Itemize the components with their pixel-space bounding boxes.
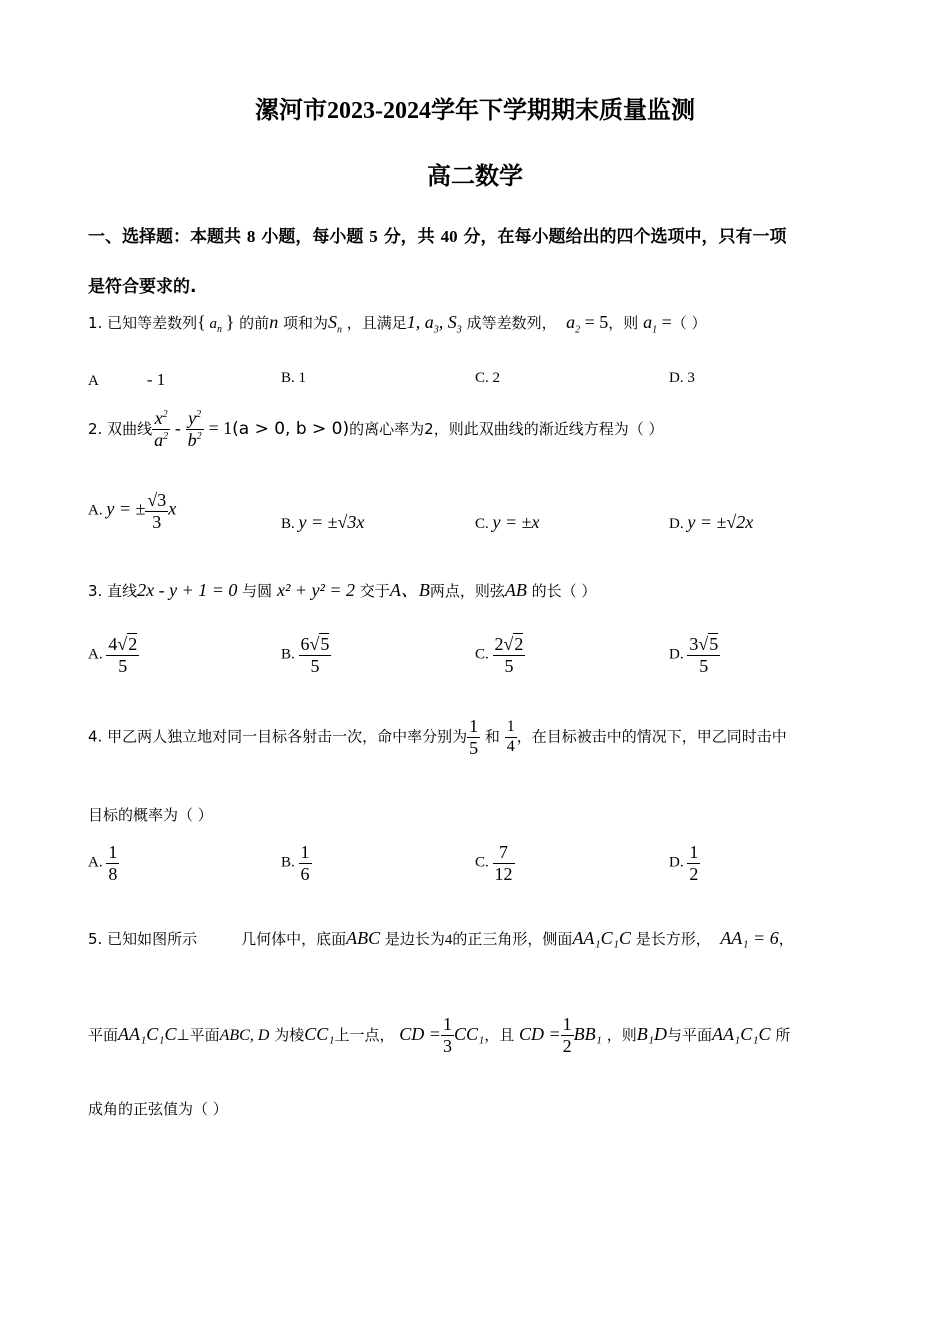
page-subtitle: 高二数学 (427, 162, 523, 190)
answer-paren: （ ） (671, 314, 707, 332)
question-text: ⊥平面 (176, 1026, 220, 1044)
title-years: 2023-2024 (327, 98, 431, 124)
question-text: ，在目标被击中的情况下，甲乙同时击中 (516, 727, 787, 746)
question-text: ，则此双曲线的渐近线方程为（ ） (433, 420, 664, 438)
math-b1d: B₁D (636, 1024, 667, 1044)
q4-option-b: B. $\frac{1}{6}$ (281, 842, 310, 884)
q2-option-d: D. y = ±√2x (669, 512, 754, 532)
question-text: ，则 (606, 1026, 637, 1044)
question-5-line2 (88, 1012, 790, 1058)
question-number: 5. (88, 930, 103, 948)
q3-option-b: B. $\frac{6√5}{5}$ (281, 634, 330, 676)
math-cond: 1, $a_3$, $S_3$ (406, 312, 462, 336)
question-text: 所 (775, 1026, 791, 1044)
title-suffix: 学年下学期期末质量监测 (431, 96, 695, 124)
question-text: ， (778, 930, 794, 948)
title-prefix: 漯河市 (255, 96, 327, 124)
question-number: 1. (88, 314, 103, 332)
question-text: ，且 (484, 1026, 515, 1044)
section-text: 小题，每小题 (261, 227, 364, 247)
math-sn: $S_n$ (327, 312, 342, 336)
section-total: 40 (440, 227, 458, 246)
q4-option-a: A. $\frac{1}{8}$ (88, 842, 118, 884)
frac-one-third: $\frac{1}{3}$ (442, 1014, 452, 1056)
math-cd: CD = (399, 1024, 441, 1044)
question-text: 的长（ ） (531, 582, 597, 600)
question-5-line3: 成角的正弦值为（ ） (88, 1100, 228, 1118)
q4-option-d: D. $\frac{1}{2}$ (669, 842, 699, 884)
q1-option-a: A - 1 (88, 370, 166, 389)
math-n: n (269, 312, 279, 332)
question-text: 交于 (359, 582, 390, 600)
frac-p1: $\frac{1}{5}$ (469, 716, 479, 758)
math-a2: $a_2 = 5$ (566, 312, 609, 336)
math-face: AA₁C₁C (118, 1024, 177, 1044)
question-text: 两点，则弦 (429, 582, 505, 600)
section-text: 一、选择题：本题共 (88, 227, 241, 247)
question-number: 4. (88, 727, 103, 746)
question-text: 与平面 (666, 1026, 712, 1044)
math-circle: x² + y² = 2 (276, 580, 356, 600)
question-text: 已知如图所示 (107, 930, 198, 948)
q3-option-a: A. $\frac{4√2}{5}$ (88, 634, 138, 676)
q3-option-c: C. $\frac{2√2}{5}$ (475, 634, 524, 676)
question-number: 2. (88, 420, 103, 438)
math-a1: $a_1$ = (643, 312, 672, 336)
math-line: 2x - y + 1 = 0 (137, 580, 238, 600)
question-text: 与圆 (242, 582, 273, 600)
q1-option-b: B. 1 (281, 370, 307, 386)
question-number: 3. (88, 582, 103, 600)
equals-one: = 1 (208, 418, 233, 438)
frac-one-half: $\frac{1}{2}$ (562, 1014, 572, 1056)
question-text: 双曲线 (107, 420, 153, 438)
question-text: 是长方形， (635, 930, 711, 948)
math-points: A、B (389, 580, 430, 600)
question-2 (88, 404, 663, 453)
question-text: 直线 (107, 582, 138, 600)
section-text: 分，在每小题给出的四个选项中，只有一项 (463, 227, 787, 247)
question-text: 为棱 (274, 1026, 305, 1044)
math-seq: { $a_n$ } (197, 312, 235, 335)
question-text: 平面 (88, 1026, 119, 1044)
math-condition: (a > 0, b > 0) (232, 419, 350, 439)
question-text: 的前 (239, 314, 270, 332)
question-text: 和 (484, 727, 500, 746)
side-length: 4 (444, 932, 453, 948)
page-title (0, 90, 950, 125)
q1-option-d: D. 3 (669, 370, 695, 386)
frac-x2-a2: $\frac{x^2}{a^2}$ (154, 408, 169, 450)
question-text: 成等差数列， (466, 314, 557, 332)
question-4-line2: 目标的概率为（ ） (88, 806, 213, 824)
question-text: 的正三角形，侧面 (452, 930, 573, 948)
math-face: AA₁C₁C (572, 928, 631, 948)
math-abc-d: ABC, D (219, 1027, 270, 1044)
frac-y2-b2: $\frac{y^2}{b^2}$ (187, 408, 202, 450)
frac-p2: $\frac{1}{4}$ (506, 718, 515, 755)
section-points: 5 (369, 227, 378, 246)
minus-sign: - (174, 418, 181, 438)
q3-option-d: D. $\frac{3√5}{5}$ (669, 634, 719, 676)
math-cc1: CC₁ (453, 1024, 485, 1044)
math-abc: ABC (346, 928, 381, 948)
math-bb1: BB₁ (573, 1024, 602, 1044)
question-text: 上一点， (334, 1026, 395, 1044)
question-text: 的离心率为 (349, 420, 425, 438)
question-text: ，且满足 (346, 314, 407, 332)
question-text: 项和为 (282, 314, 328, 332)
question-text: 是边长为 (384, 930, 445, 948)
q2-option-c: C. y = ±x (475, 512, 540, 532)
q1-option-c: C. 2 (475, 370, 501, 386)
question-text: ，则 (608, 314, 639, 332)
question-4 (88, 716, 787, 758)
question-3 (88, 576, 596, 602)
eccentricity: 2 (424, 420, 434, 438)
question-5 (88, 928, 794, 949)
q2-option-b: B. y = ±√3x (281, 512, 365, 532)
question-text: 几何体中，底面 (241, 930, 347, 948)
question-text: 甲乙两人独立地对同一目标各射击一次，命中率分别为 (107, 727, 468, 746)
section-count: 8 (246, 227, 256, 246)
math-aa1: AA₁ = 6 (720, 928, 779, 948)
section-text: 分，共 (383, 227, 435, 247)
section-heading (88, 222, 787, 247)
question-1 (88, 312, 707, 336)
question-text: 已知等差数列 (107, 314, 198, 332)
math-face: AA₁C₁C (712, 1024, 771, 1044)
q4-option-c: C. $\frac{7}{12}$ (475, 842, 513, 884)
math-ab: AB (504, 580, 527, 600)
section-heading-line2: 是符合要求的. (88, 277, 197, 297)
q2-option-a: A. y = ± $\frac{√3}{3}$ x (88, 490, 177, 532)
math-cc1: CC₁ (304, 1024, 335, 1044)
math-cd: CD = (519, 1024, 561, 1044)
